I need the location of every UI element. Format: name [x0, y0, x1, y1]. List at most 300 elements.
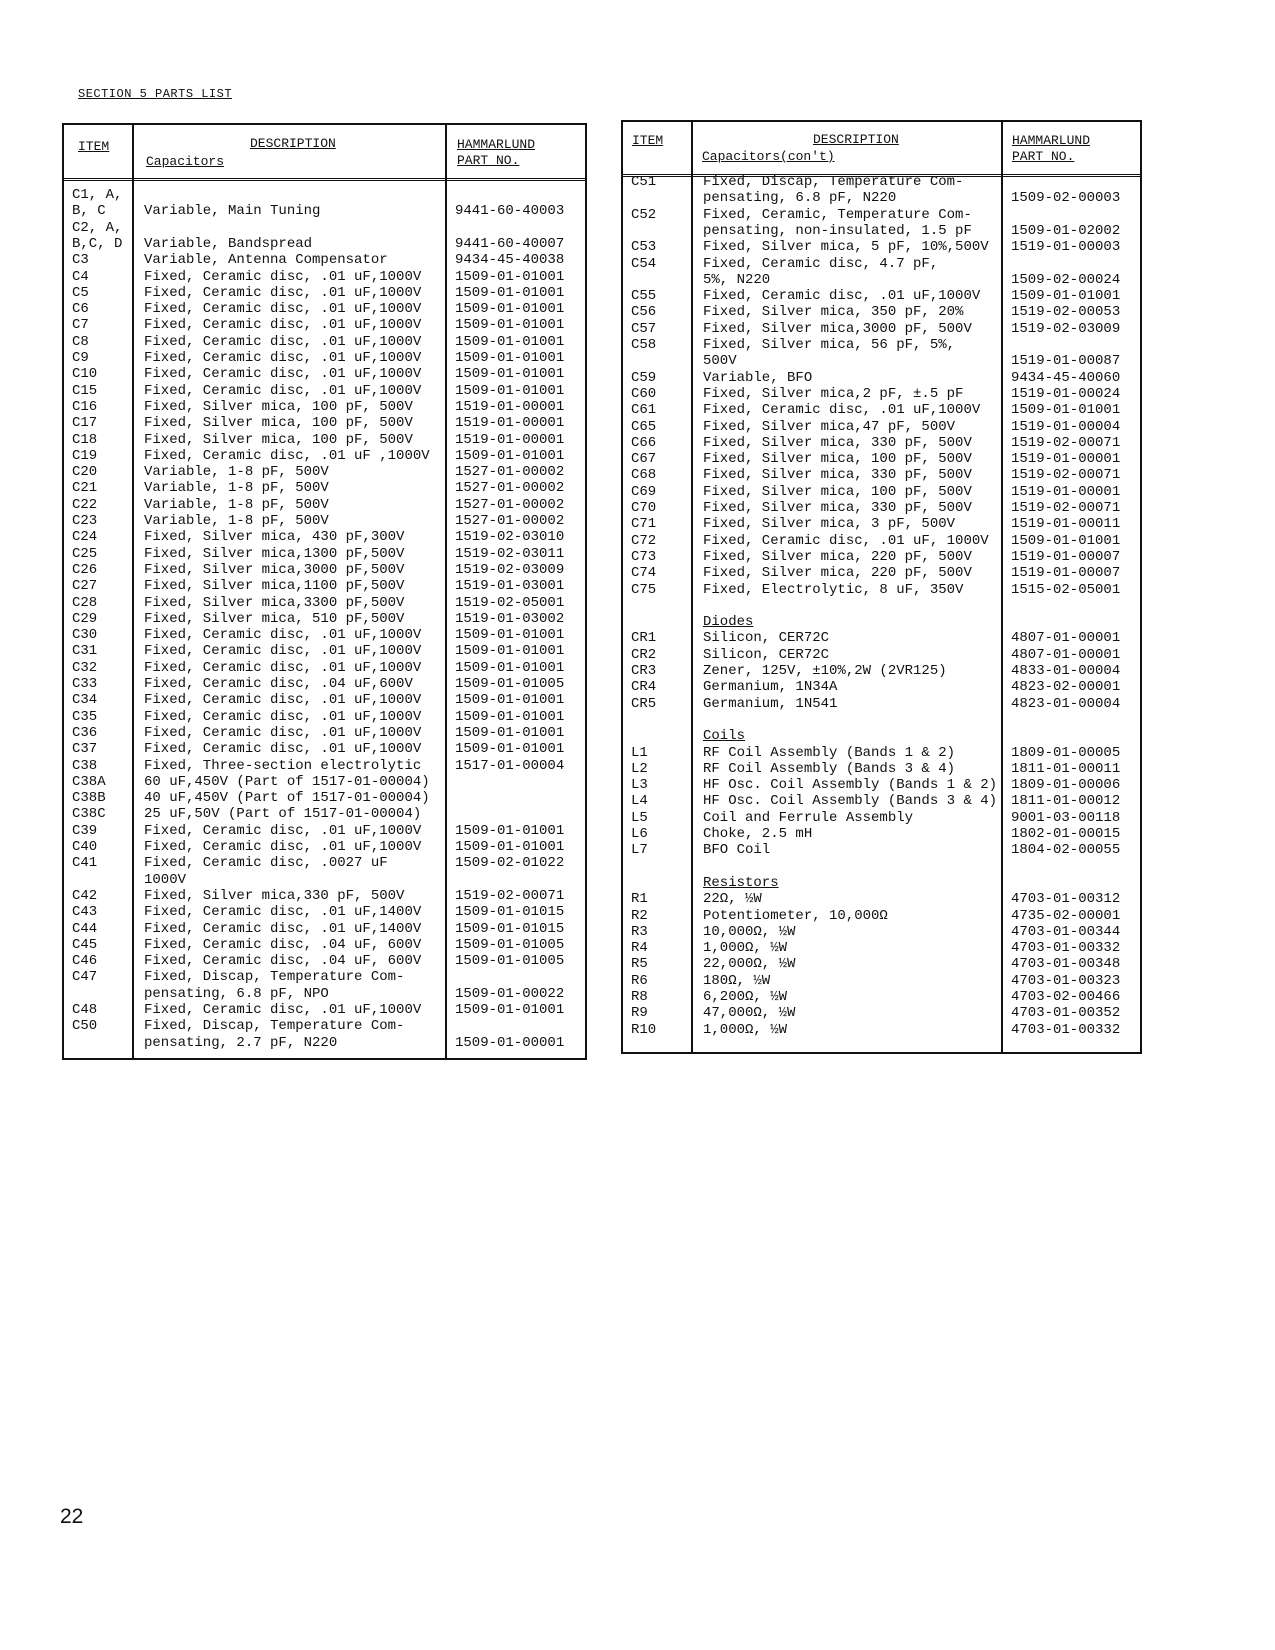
table-row — [64, 986, 585, 1002]
part-number-cell: 1509-01-01001 — [455, 317, 565, 334]
part-number-cell: 1519-01-00087 — [1011, 353, 1121, 370]
item-cell: C31 — [72, 643, 98, 660]
item-cell: C68 — [631, 467, 657, 484]
header-part-2: PART NO. — [1012, 149, 1075, 164]
item-cell: C46 — [72, 953, 98, 970]
description-cell: Fixed, Discap, Temperature Com- — [703, 174, 964, 190]
item-cell: R8 — [631, 989, 648, 1005]
description-cell: Fixed, Silver mica, 220 pF, 500V — [703, 548, 972, 565]
table-row — [64, 921, 585, 937]
description-cell: Fixed, Silver mica, 430 pF,300V — [144, 529, 405, 546]
description-cell: RF Coil Assembly (Bands 1 & 2) — [703, 744, 956, 761]
table-row — [64, 872, 585, 888]
table-row — [623, 826, 1140, 842]
part-number-cell: 1519-02-03009 — [1011, 320, 1121, 337]
description-cell: Fixed, Silver mica, 510 pF,500V — [144, 610, 405, 627]
item-cell: C10 — [72, 366, 98, 383]
description-cell: Fixed, Silver mica, 100 pF, 500V — [144, 398, 413, 415]
part-number-cell: 1527-01-00002 — [455, 464, 565, 481]
page-number: 22 — [60, 1505, 84, 1528]
part-number-cell: 1509-01-02002 — [1011, 222, 1121, 239]
table-row — [64, 839, 585, 855]
description-cell: Choke, 2.5 mH — [703, 826, 813, 842]
description-cell: Fixed, Ceramic disc, .0027 uF — [144, 855, 388, 872]
item-cell: C61 — [631, 402, 657, 419]
description-cell: Variable, Antenna Compensator — [144, 252, 388, 269]
item-cell: C21 — [72, 480, 98, 497]
part-number-cell: 1802-01-00015 — [1011, 826, 1121, 842]
parts-table-right — [621, 120, 1142, 1054]
part-number-cell: 1509-01-01015 — [455, 920, 565, 937]
table-row — [64, 953, 585, 969]
part-number-cell: 9441-60-40003 — [455, 203, 565, 220]
description-cell: 6,200Ω, ½W — [703, 989, 788, 1005]
table-row — [623, 859, 1140, 875]
part-number-cell: 1509-01-01005 — [455, 953, 565, 970]
description-cell: Fixed, Silver mica, 3 pF, 500V — [703, 516, 956, 533]
item-cell: C38C — [72, 806, 106, 823]
description-cell: Fixed, Ceramic, Temperature Com- — [703, 206, 972, 223]
item-cell: C50 — [72, 1018, 98, 1035]
description-cell: Fixed, Ceramic disc, .01 uF,1000V — [144, 627, 422, 644]
table-row — [64, 774, 585, 790]
item-cell: C44 — [72, 920, 98, 937]
item-cell: C56 — [631, 304, 657, 321]
part-number-cell: 1811-01-00012 — [1011, 793, 1121, 810]
item-cell: L5 — [631, 809, 648, 826]
part-number-cell: 4703-01-00332 — [1011, 1021, 1121, 1038]
description-cell: Fixed, Ceramic disc, .01 uF,1000V — [144, 268, 422, 285]
part-number-cell: 1509-01-01001 — [1011, 532, 1121, 549]
table-row — [64, 497, 585, 513]
description-cell: Silicon, CER72C — [703, 630, 830, 647]
table-row — [623, 712, 1140, 728]
part-number-cell: 1509-01-01001 — [455, 822, 565, 839]
item-cell: C75 — [631, 581, 657, 598]
description-cell: 1,000Ω, ½W — [703, 940, 788, 957]
table-row — [623, 256, 1140, 272]
description-cell: Fixed, Silver mica,3000 pF,500V — [144, 561, 405, 578]
part-number-cell: 1509-01-01001 — [455, 301, 565, 318]
description-cell: Fixed, Ceramic disc, .01 uF,1000V — [144, 366, 422, 383]
table-row — [623, 402, 1140, 418]
item-cell: C25 — [72, 545, 98, 562]
description-cell: Fixed, Silver mica, 330 pF, 500V — [703, 434, 972, 451]
part-number-cell: 1519-01-00024 — [1011, 385, 1121, 402]
description-cell: Fixed, Ceramic disc, .01 uF,1000V — [144, 301, 422, 318]
table-row — [623, 370, 1140, 386]
item-cell: C72 — [631, 532, 657, 549]
description-cell: Fixed, Silver mica, 100 pF, 500V — [703, 451, 972, 468]
item-cell: C28 — [72, 594, 98, 611]
description-cell: Fixed, Ceramic disc, .01 uF,1000V — [144, 822, 422, 839]
item-cell: C1, A, — [72, 187, 123, 203]
item-cell: R5 — [631, 956, 648, 973]
part-number-cell: 4703-01-00323 — [1011, 972, 1121, 989]
table-row — [64, 643, 585, 659]
part-number-cell: 1509-01-01001 — [1011, 402, 1121, 419]
description-cell: Fixed, Ceramic disc, .01 uF,1000V — [703, 402, 981, 419]
item-cell: L7 — [631, 842, 648, 859]
table-row — [64, 823, 585, 839]
part-number-cell: 4703-02-00466 — [1011, 989, 1121, 1005]
header-description: DESCRIPTION — [250, 136, 336, 151]
item-cell: C42 — [72, 887, 98, 904]
item-cell: R1 — [631, 891, 648, 908]
part-number-cell: 1509-01-01001 — [455, 366, 565, 383]
table-row — [623, 1005, 1140, 1021]
part-number-cell: 1509-01-01001 — [455, 350, 565, 366]
table-row — [623, 679, 1140, 695]
table-row — [64, 969, 585, 985]
item-cell: C26 — [72, 561, 98, 578]
item-cell: C38B — [72, 790, 106, 807]
header-subheading: Capacitors(con't) — [702, 149, 835, 164]
description-cell: Fixed, Ceramic disc, .01 uF,1000V — [144, 839, 422, 855]
part-number-cell: 1509-01-01001 — [455, 268, 565, 285]
description-cell: 5%, N220 — [703, 271, 771, 288]
description-cell: BFO Coil — [703, 842, 771, 859]
item-cell: C34 — [72, 692, 98, 709]
table-row — [64, 415, 585, 431]
part-number-cell: 1519-02-00071 — [1011, 467, 1121, 484]
description-cell: Fixed, Ceramic disc, .04 uF, 600V — [144, 936, 422, 953]
item-cell: L4 — [631, 793, 648, 810]
description-cell: pensating, non-insulated, 1.5 pF — [703, 222, 972, 239]
part-number-cell: 1517-01-00004 — [455, 757, 565, 774]
description-cell: Fixed, Ceramic disc, .01 uF,1000V — [144, 317, 422, 334]
table-row — [623, 647, 1140, 663]
item-cell: C2, A, — [72, 219, 123, 236]
description-cell: Variable, 1-8 pF, 500V — [144, 513, 329, 529]
table-row — [623, 223, 1140, 239]
item-cell: C5 — [72, 284, 89, 301]
description-cell: Fixed, Silver mica,330 pF, 500V — [144, 887, 405, 904]
description-cell: 500V — [703, 353, 737, 370]
table-row — [64, 937, 585, 953]
item-cell: B,C, D — [72, 235, 123, 252]
description-cell: 60 uF,450V (Part of 1517-01-00004) — [144, 773, 430, 790]
part-number-cell: 1509-01-01001 — [455, 692, 565, 709]
table-row — [64, 269, 585, 285]
item-cell: C73 — [631, 548, 657, 565]
table-row — [64, 301, 585, 317]
item-cell: R6 — [631, 972, 648, 989]
table-row — [623, 304, 1140, 320]
table-row — [623, 924, 1140, 940]
part-number-cell: 1509-01-01001 — [455, 447, 565, 464]
table-row — [623, 891, 1140, 907]
header-part-1: HAMMARLUND — [457, 137, 536, 152]
table-row — [623, 598, 1140, 614]
item-cell: C43 — [72, 904, 98, 921]
description-cell: 1000V — [144, 871, 187, 888]
part-number-cell: 1509-01-01001 — [455, 659, 565, 676]
table-row — [623, 761, 1140, 777]
item-cell: R10 — [631, 1021, 657, 1038]
part-number-cell: 1804-02-00055 — [1011, 842, 1121, 859]
item-cell: C41 — [72, 855, 98, 872]
part-number-cell: 1519-02-00071 — [455, 887, 565, 904]
description-cell: 22,000Ω, ½W — [703, 956, 796, 973]
item-cell: R2 — [631, 907, 648, 924]
item-cell: C39 — [72, 822, 98, 839]
item-cell: C4 — [72, 268, 89, 285]
item-cell: L3 — [631, 777, 648, 794]
description-cell: Fixed, Silver mica, 100 pF, 500V — [144, 415, 413, 432]
description-cell: Fixed, Silver mica, 5 pF, 10%,500V — [703, 239, 989, 256]
description-cell: Fixed, Ceramic disc, .01 uF,1000V — [144, 1002, 422, 1018]
table-row — [64, 334, 585, 350]
description-cell: Fixed, Silver mica, 330 pF, 500V — [703, 500, 972, 516]
item-cell: C33 — [72, 676, 98, 692]
description-cell: Fixed, Ceramic disc, .01 uF,1000V — [144, 333, 422, 350]
table-row — [64, 464, 585, 480]
table-row — [623, 467, 1140, 483]
description-cell: Fixed, Silver mica,1100 pF,500V — [144, 578, 405, 595]
part-number-cell: 1519-01-00007 — [1011, 548, 1121, 565]
item-cell: C6 — [72, 301, 89, 318]
part-number-cell: 1519-02-03011 — [455, 545, 565, 562]
table-row — [64, 692, 585, 708]
part-number-cell: 4833-01-00004 — [1011, 663, 1121, 679]
part-number-cell: 1519-01-00001 — [1011, 483, 1121, 500]
description-cell: Fixed, Ceramic disc, .01 uF,1000V — [144, 708, 422, 725]
description-cell: Fixed, Silver mica,3000 pF, 500V — [703, 320, 972, 337]
table-row — [623, 288, 1140, 304]
part-number-cell: 1519-02-00053 — [1011, 304, 1121, 321]
part-number-cell: 4703-01-00352 — [1011, 1005, 1121, 1022]
table-row — [623, 500, 1140, 516]
description-cell: Fixed, Silver mica,47 pF, 500V — [703, 418, 956, 435]
description-cell: Variable, 1-8 pF, 500V — [144, 480, 329, 497]
item-cell: C20 — [72, 464, 98, 481]
description-cell: Diodes — [703, 614, 754, 631]
table-row — [623, 630, 1140, 646]
table-row — [623, 190, 1140, 206]
table-row — [64, 383, 585, 399]
table-row — [623, 272, 1140, 288]
part-number-cell: 1519-02-03009 — [455, 561, 565, 578]
description-cell: Fixed, Ceramic disc, .01 uF,1400V — [144, 904, 422, 921]
item-cell: C66 — [631, 434, 657, 451]
header-item: ITEM — [78, 139, 110, 154]
header-description: DESCRIPTION — [813, 132, 899, 147]
table-row — [64, 709, 585, 725]
item-cell: C15 — [72, 382, 98, 399]
description-cell: Fixed, Ceramic disc, .01 uF, 1000V — [703, 532, 989, 549]
item-cell: C36 — [72, 724, 98, 741]
description-cell: Fixed, Silver mica, 100 pF, 500V — [703, 483, 972, 500]
table-row — [623, 565, 1140, 581]
part-number-cell: 1515-02-05001 — [1011, 581, 1121, 598]
part-number-cell: 1509-01-01001 — [1011, 288, 1121, 305]
item-cell: C59 — [631, 369, 657, 386]
description-cell: Variable, 1-8 pF, 500V — [144, 464, 329, 481]
part-number-cell: 1509-01-01001 — [455, 708, 565, 725]
description-cell: Fixed, Electrolytic, 8 uF, 350V — [703, 581, 964, 598]
part-number-cell: 1519-01-00004 — [1011, 418, 1121, 435]
item-cell: C32 — [72, 659, 98, 676]
description-cell: Fixed, Ceramic disc, .01 uF,1400V — [144, 920, 422, 937]
description-cell: Fixed, Ceramic disc, .01 uF,1000V — [144, 659, 422, 676]
part-number-cell: 1509-01-01001 — [455, 724, 565, 741]
table-row — [623, 793, 1140, 809]
table-row — [623, 239, 1140, 255]
part-number-cell: 4703-01-00348 — [1011, 956, 1121, 973]
item-cell: C16 — [72, 398, 98, 415]
description-cell: HF Osc. Coil Assembly (Bands 3 & 4) — [703, 793, 998, 810]
part-number-cell: 1519-01-00003 — [1011, 239, 1121, 256]
table-row — [64, 220, 585, 236]
description-cell: Fixed, Ceramic disc, .04 uF, 600V — [144, 953, 422, 970]
description-cell: Coil and Ferrule Assembly — [703, 809, 914, 826]
header-part-1: HAMMARLUND — [1012, 133, 1091, 148]
description-cell: Fixed, Silver mica, 100 pF, 500V — [144, 431, 413, 448]
table-row — [623, 207, 1140, 223]
table-row — [623, 484, 1140, 500]
part-number-cell: 1809-01-00005 — [1011, 744, 1121, 761]
item-cell: L2 — [631, 760, 648, 777]
description-cell: Coils — [703, 728, 746, 745]
table-row — [623, 745, 1140, 761]
table-row — [64, 790, 585, 806]
part-number-cell: 4703-01-00344 — [1011, 923, 1121, 940]
table-row — [64, 187, 585, 203]
table-row — [64, 529, 585, 545]
description-cell: Fixed, Silver mica, 220 pF, 500V — [703, 565, 972, 582]
table-row — [64, 546, 585, 562]
table-row — [64, 203, 585, 219]
description-cell: pensating, 6.8 pF, N220 — [703, 190, 897, 207]
table-row — [623, 174, 1140, 190]
table-row — [623, 842, 1140, 858]
description-cell: 180Ω, ½W — [703, 972, 771, 989]
description-cell: Fixed, Ceramic disc, .04 uF,600V — [144, 676, 413, 692]
table-row — [623, 386, 1140, 402]
table-row — [623, 973, 1140, 989]
item-cell: R9 — [631, 1005, 648, 1022]
part-number-cell: 1519-01-03001 — [455, 578, 565, 595]
part-number-cell: 1509-01-01001 — [455, 741, 565, 758]
table-row — [623, 663, 1140, 679]
item-cell: C67 — [631, 451, 657, 468]
item-cell: CR1 — [631, 630, 657, 647]
table-row — [64, 676, 585, 692]
header-part-2: PART NO. — [457, 153, 520, 168]
table-row — [64, 252, 585, 268]
description-cell: Fixed, Ceramic disc, .01 uF,1000V — [144, 382, 422, 399]
part-number-cell: 9001-03-00118 — [1011, 809, 1121, 826]
description-cell: Fixed, Ceramic disc, .01 uF,1000V — [703, 288, 981, 305]
table-row — [64, 236, 585, 252]
item-cell: C38A — [72, 773, 106, 790]
part-number-cell: 9434-45-40038 — [455, 252, 565, 269]
description-cell: Variable, Bandspread — [144, 235, 313, 252]
description-cell: Fixed, Discap, Temperature Com- — [144, 1018, 405, 1035]
table-row — [64, 660, 585, 676]
part-number-cell: 1519-01-00001 — [455, 415, 565, 432]
description-cell: Germanium, 1N541 — [703, 695, 838, 712]
table-row — [64, 513, 585, 529]
description-cell: Potentiometer, 10,000Ω — [703, 907, 888, 924]
item-cell: C3 — [72, 252, 89, 269]
section-heading-row — [623, 728, 1140, 744]
item-cell: C70 — [631, 500, 657, 516]
part-number-cell: 9434-45-40060 — [1011, 369, 1121, 386]
description-cell: Variable, BFO — [703, 369, 813, 386]
table-row — [623, 582, 1140, 598]
description-cell: Resistors — [703, 874, 779, 891]
description-cell: Fixed, Ceramic disc, .01 uF ,1000V — [144, 447, 430, 464]
item-cell: C22 — [72, 496, 98, 513]
item-cell: C37 — [72, 741, 98, 758]
item-cell: C17 — [72, 415, 98, 432]
part-number-cell: 1519-01-03002 — [455, 610, 565, 627]
table-row — [64, 855, 585, 871]
item-cell: L1 — [631, 744, 648, 761]
part-number-cell: 1509-02-00003 — [1011, 190, 1121, 207]
description-cell: 40 uF,450V (Part of 1517-01-00004) — [144, 790, 430, 807]
item-cell: C38 — [72, 757, 98, 774]
section-heading-row — [623, 875, 1140, 891]
header-subheading: Capacitors — [146, 154, 225, 169]
part-number-cell: 1519-01-00001 — [1011, 451, 1121, 468]
description-cell: Fixed, Ceramic disc, .01 uF,1000V — [144, 350, 422, 366]
table-row — [64, 285, 585, 301]
part-number-cell: 1509-01-01005 — [455, 676, 565, 692]
description-cell: Fixed, Three-section electrolytic — [144, 757, 422, 774]
description-cell: Silicon, CER72C — [703, 646, 830, 663]
table-row — [64, 578, 585, 594]
description-cell: Zener, 125V, ±10%,2W (2VR125) — [703, 663, 947, 679]
item-cell: C74 — [631, 565, 657, 582]
part-number-cell: 1809-01-00006 — [1011, 777, 1121, 794]
item-cell: C48 — [72, 1002, 98, 1018]
part-number-cell: 1519-01-00007 — [1011, 565, 1121, 582]
part-number-cell: 1527-01-00002 — [455, 480, 565, 497]
item-cell: C30 — [72, 627, 98, 644]
table-row — [64, 888, 585, 904]
part-number-cell: 1527-01-00002 — [455, 496, 565, 513]
table-row — [623, 337, 1140, 353]
item-cell: C60 — [631, 385, 657, 402]
item-cell: C47 — [72, 969, 98, 986]
part-number-cell: 9441-60-40007 — [455, 235, 565, 252]
table-row — [64, 758, 585, 774]
table-row — [64, 806, 585, 822]
item-cell: C51 — [631, 174, 657, 190]
table-row — [623, 321, 1140, 337]
table-row — [64, 904, 585, 920]
item-cell: CR5 — [631, 695, 657, 712]
part-number-cell: 4807-01-00001 — [1011, 630, 1121, 647]
table-row — [64, 366, 585, 382]
item-cell: CR2 — [631, 646, 657, 663]
table-row — [64, 480, 585, 496]
table-row — [64, 399, 585, 415]
description-cell: Fixed, Ceramic disc, .01 uF,1000V — [144, 284, 422, 301]
section-title: SECTION 5 PARTS LIST — [78, 87, 233, 101]
table-header — [64, 125, 585, 181]
part-number-cell: 4735-02-00001 — [1011, 907, 1121, 924]
table-row — [623, 353, 1140, 369]
part-number-cell: 1519-02-03010 — [455, 529, 565, 546]
table-row — [64, 1035, 585, 1051]
part-number-cell: 1509-01-01001 — [455, 1002, 565, 1018]
part-number-cell: 1509-01-01001 — [455, 284, 565, 301]
table-row — [64, 611, 585, 627]
